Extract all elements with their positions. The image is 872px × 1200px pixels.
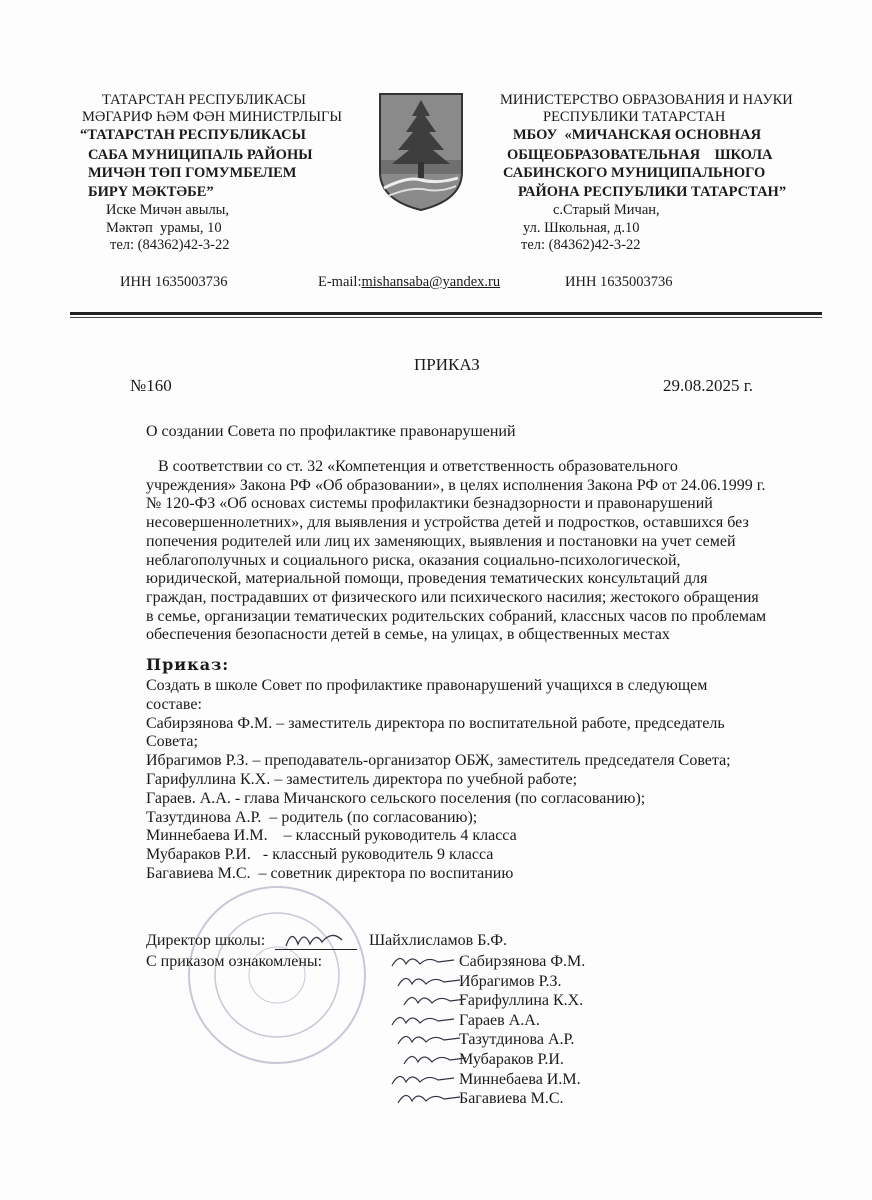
order-body-line: составе:	[146, 695, 202, 713]
order-body-line: Совета;	[146, 733, 198, 751]
coat-of-arms-emblem	[378, 92, 464, 212]
header-left-line: БИРҮ МӘКТӘБЕ”	[88, 184, 214, 200]
acquainted-person: Гараев А.А.	[459, 1011, 540, 1029]
official-stamp	[182, 880, 372, 1070]
preamble-line: обеспечения безопасности детей в семье, на улицах, в общественных местах	[146, 626, 670, 644]
order-body-line: Мубараков Р.И. - классный руководитель 9 класса	[146, 846, 494, 864]
header-right-line: с.Старый Мичан,	[553, 202, 660, 218]
header-left-line: МӘГАРИФ ҺӘМ ФӘН МИНИСТРЛЫГЫ	[82, 109, 343, 125]
order-body-line: Ибрагимов Р.З. – преподаватель-организатор ОБЖ, заместитель председателя Совета;	[146, 752, 731, 770]
inn-left: ИНН 1635003736	[120, 274, 228, 290]
order-body-line: Гарифуллина К.Х. – заместитель директора по учебной работе;	[146, 771, 578, 788]
header-right-line: ул. Школьная, д.10	[523, 220, 640, 236]
order-body-line: Сабирзянова Ф.М. – заместитель директора по воспитательной работе, председатель	[146, 714, 725, 732]
preamble-line: граждан, пострадавших от физического или психического насилия; жестокого обращения	[146, 588, 759, 606]
header-left-line: МИЧӘН ТӨП ГОМУМБЕЛЕМ	[88, 165, 297, 181]
document-title: ПРИКАЗ	[414, 355, 480, 374]
header-right-line: ОБЩЕОБРАЗОВАТЕЛЬНАЯ ШКОЛА	[507, 147, 773, 163]
director-name: Шайхлисламов Б.Ф.	[369, 932, 508, 949]
header-left-line: Иске Мичән авылы,	[106, 202, 230, 218]
header-right-line: МИНИСТЕРСТВО ОБРАЗОВАНИЯ И НАУКИ	[500, 92, 793, 108]
header-divider-thin	[70, 317, 822, 318]
preamble-line: № 120-ФЗ «Об основах системы профилактики безнадзорности и правонарушений	[146, 495, 713, 513]
header-left-line: Мәктәп урамы, 10	[106, 220, 222, 236]
order-body-line: Багавиева М.С. – советник директора по воспитанию	[146, 865, 514, 882]
email-label: E-mail:	[318, 274, 362, 290]
preamble-line: несовершеннолетних», для выявления и устройства детей и подростков, оставшихся без	[146, 514, 749, 532]
preamble-line: юридической, материальной помощи, проведения тематических консультаций для	[146, 570, 708, 588]
inn-right: ИНН 1635003736	[565, 274, 673, 290]
order-body-line: Гараев. А.А. - глава Мичанского сельского поселения (по согласованию);	[146, 789, 646, 807]
order-number: №160	[130, 376, 172, 395]
order-heading: Приказ:	[146, 655, 230, 674]
email-line	[318, 274, 500, 291]
acquainted-person: Сабирзянова Ф.М.	[459, 953, 586, 970]
header-left-line: САБА МУНИЦИПАЛЬ РАЙОНЫ	[88, 147, 313, 163]
preamble-line: попечения родителей или лиц их заменяющих, выявления и постановки на учет семей	[146, 532, 736, 550]
preamble-line: неблагополучных и социального риска, оказания социально-психологической,	[146, 551, 681, 569]
director-label: Директор школы:	[146, 932, 266, 949]
order-body-line: Тазутдинова А.Р. – родитель (по согласованию);	[146, 808, 478, 826]
order-body-line: Миннебаева И.М. – классный руководитель 4 класса	[146, 827, 517, 845]
acquainted-person: Ибрагимов Р.З.	[459, 972, 562, 990]
header-right-line: тел: (84362)42-3-22	[521, 237, 641, 253]
header-left-line: ТАТАРСТАН РЕСПУБЛИКАСЫ	[102, 92, 306, 108]
header-left-line: “ТАТАРСТАН РЕСПУБЛИКАСЫ	[80, 127, 306, 143]
director-signature	[282, 926, 352, 952]
order-subject: О создании Совета по профилактике правонарушений	[146, 423, 516, 440]
acquainted-person: Мубараков Р.И.	[459, 1051, 564, 1068]
header-right-line: РАЙОНА РЕСПУБЛИКИ ТАТАРСТАН”	[518, 184, 787, 200]
acquainted-person: Миннебаева И.М.	[459, 1070, 581, 1088]
order-body-line: Создать в школе Совет по профилактике правонарушений учащихся в следующем	[146, 677, 708, 694]
order-date: 29.08.2025 г.	[663, 376, 754, 395]
preamble-line: В соответствии со ст. 32 «Компетенция и ответственность образовательного	[146, 458, 678, 475]
header-divider	[70, 312, 822, 315]
header-right-line: РЕСПУБЛИКИ ТАТАРСТАН	[543, 109, 726, 125]
email-link[interactable]: mishansaba@yandex.ru	[361, 274, 501, 290]
handwritten-signature	[394, 1087, 464, 1109]
header-left-line: тел: (84362)42-3-22	[110, 237, 230, 253]
preamble-line: учреждения» Закона РФ «Об образовании», в целях исполнения Закона РФ от 24.06.1999 г.	[146, 476, 766, 494]
preamble-line: в семье, организации тематических родительских собраний, классных часов по проблемам	[146, 607, 767, 625]
header-right-line: МБОУ «МИЧАНСКАЯ ОСНОВНАЯ	[513, 127, 762, 143]
acquainted-person: Багавиева М.С.	[459, 1090, 564, 1108]
acquainted-label: С приказом ознакомлены:	[146, 953, 323, 970]
header-right-line: САБИНСКОГО МУНИЦИПАЛЬНОГО	[503, 165, 766, 181]
acquainted-person: Гарифуллина К.Х.	[459, 992, 584, 1010]
acquainted-person: Тазутдинова А.Р.	[459, 1031, 575, 1049]
